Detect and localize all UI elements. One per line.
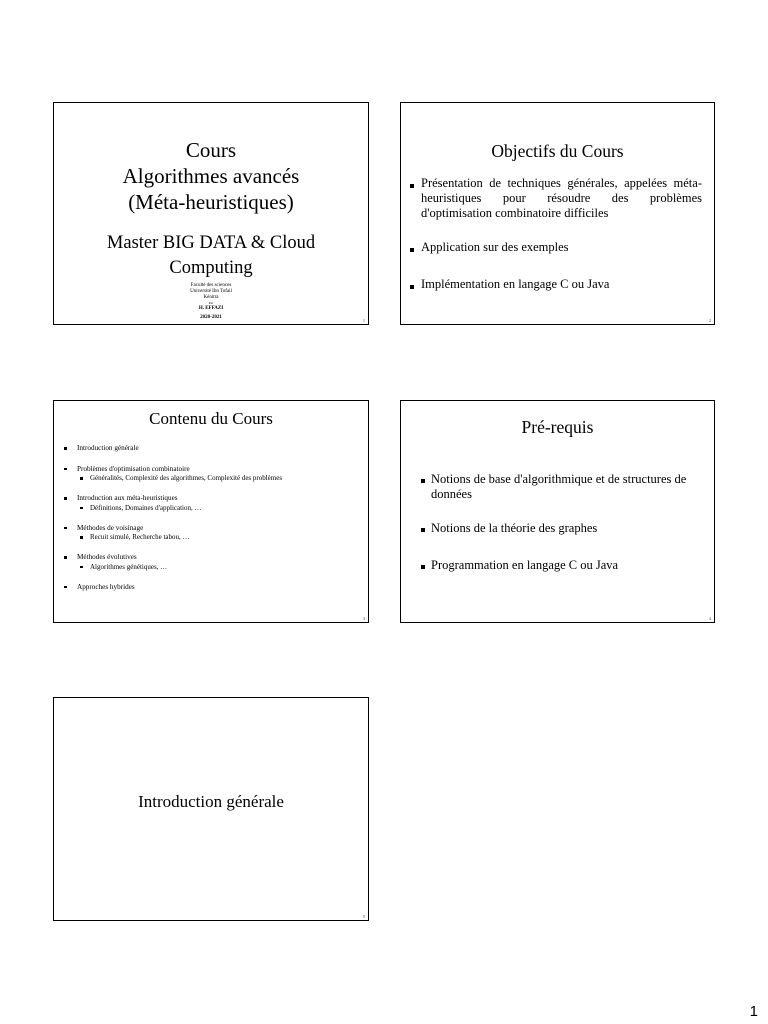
course-title-line-1: Cours xyxy=(185,138,237,162)
list-item xyxy=(64,465,360,484)
list-item xyxy=(64,553,360,572)
list-item xyxy=(64,583,360,593)
slide-1-title xyxy=(53,102,369,325)
list-item-text: Présentation de techniques générales, appelées méta-heuristiques pour résoudre des problèmes d'optimisation combinatoire difficiles xyxy=(421,176,702,220)
bullet-square-icon xyxy=(410,184,414,188)
list-item xyxy=(410,240,702,255)
slide-3-contents xyxy=(53,400,369,623)
bullet-square-icon xyxy=(80,566,83,569)
slide-number: 4 xyxy=(709,616,711,621)
slide-4-prerequisites xyxy=(400,400,715,623)
sub-list xyxy=(77,563,360,572)
sub-list-item-text: Définitions, Domaines d'application, … xyxy=(90,503,202,512)
sub-list-item xyxy=(77,533,360,542)
sub-list xyxy=(77,533,360,542)
sub-list-item-text: Généralités, Complexité des algorithmes, Complexité des problèmes xyxy=(90,474,283,482)
slide-title: Contenu du Cours xyxy=(149,409,273,428)
list-item xyxy=(421,472,700,502)
bullet-square-icon xyxy=(80,477,83,480)
bullet-square-icon xyxy=(64,586,67,589)
bullet-square-icon xyxy=(80,507,83,510)
city-name: Kénitra xyxy=(203,295,219,300)
bullet-square-icon xyxy=(421,479,425,483)
list-item-text: Notions de la théorie des graphes xyxy=(431,521,598,535)
list-item xyxy=(410,176,702,221)
program-name-line-2: Computing xyxy=(169,258,253,278)
slide-title: Objectifs du Cours xyxy=(491,141,624,161)
list-item-text: Approches hybrides xyxy=(77,582,135,591)
program-name xyxy=(54,231,368,281)
list-item xyxy=(410,277,702,292)
list-item-text: Méthodes évolutives xyxy=(77,553,137,561)
program-name-line-1: Master BIG DATA & Cloud xyxy=(106,233,316,253)
bullet-square-icon xyxy=(410,285,414,289)
list-item-text: Notions de base d'algorithmique et de structures de données xyxy=(431,472,687,501)
academic-year: 2020-2021 xyxy=(200,314,222,320)
page-number: 1 xyxy=(749,1003,758,1020)
slide-title: Pré-requis xyxy=(521,417,594,437)
list-item-text: Introduction aux méta-heuristiques xyxy=(77,494,178,502)
slide-number: 5 xyxy=(363,914,365,919)
sub-list-item xyxy=(77,474,360,483)
contents-list xyxy=(64,444,360,603)
course-title-line-2: Algorithmes avancés xyxy=(122,164,300,188)
bullet-square-icon xyxy=(64,497,67,500)
list-item xyxy=(421,558,700,573)
list-item xyxy=(421,521,700,536)
slide-number: 3 xyxy=(363,616,365,621)
bullet-square-icon xyxy=(80,536,83,539)
faculty-name: Faculté des sciences xyxy=(190,283,232,288)
sub-list-item-text: Algorithmes génétiques, … xyxy=(90,562,168,571)
course-title-line-3: (Méta-heuristiques) xyxy=(128,190,294,214)
sub-list-item xyxy=(77,563,360,572)
list-item-text: Programmation en langage C ou Java xyxy=(431,558,619,572)
slide-2-objectives xyxy=(400,102,715,325)
slide-number: 2 xyxy=(709,318,711,323)
bullet-square-icon xyxy=(421,565,425,569)
bullet-square-icon xyxy=(64,527,67,530)
list-item-text: Implémentation en langage C ou Java xyxy=(421,277,610,291)
sub-list-item-text: Recuit simulé, Recherche tabou, … xyxy=(90,533,190,541)
bullet-square-icon xyxy=(64,447,67,450)
sub-list xyxy=(77,474,360,483)
sub-list xyxy=(77,504,360,513)
bullet-square-icon xyxy=(421,528,425,532)
author-block xyxy=(54,283,368,321)
slide-title: Introduction générale xyxy=(138,792,284,811)
list-item-text: Introduction générale xyxy=(77,444,139,452)
bullet-square-icon xyxy=(410,248,414,252)
list-item xyxy=(64,444,360,454)
course-title xyxy=(54,137,368,215)
bullet-square-icon xyxy=(64,556,67,559)
sub-list-item xyxy=(77,504,360,513)
list-item-text: Application sur des exemples xyxy=(421,240,569,254)
list-item-text: Méthodes de voisinage xyxy=(77,523,144,532)
slide-5-section-title xyxy=(53,697,369,921)
by-label: Par xyxy=(208,301,214,305)
list-item-text: Problèmes d'optimisation combinatoire xyxy=(77,464,190,473)
prerequisites-list xyxy=(421,472,700,573)
list-item xyxy=(64,494,360,513)
bullet-square-icon xyxy=(64,468,67,471)
slide-number: 1 xyxy=(363,318,365,323)
university-name: Université Ibn Tofail xyxy=(190,289,232,294)
objectives-list xyxy=(410,176,702,292)
author-name: H. EFFAZI xyxy=(198,305,224,311)
list-item xyxy=(64,524,360,543)
